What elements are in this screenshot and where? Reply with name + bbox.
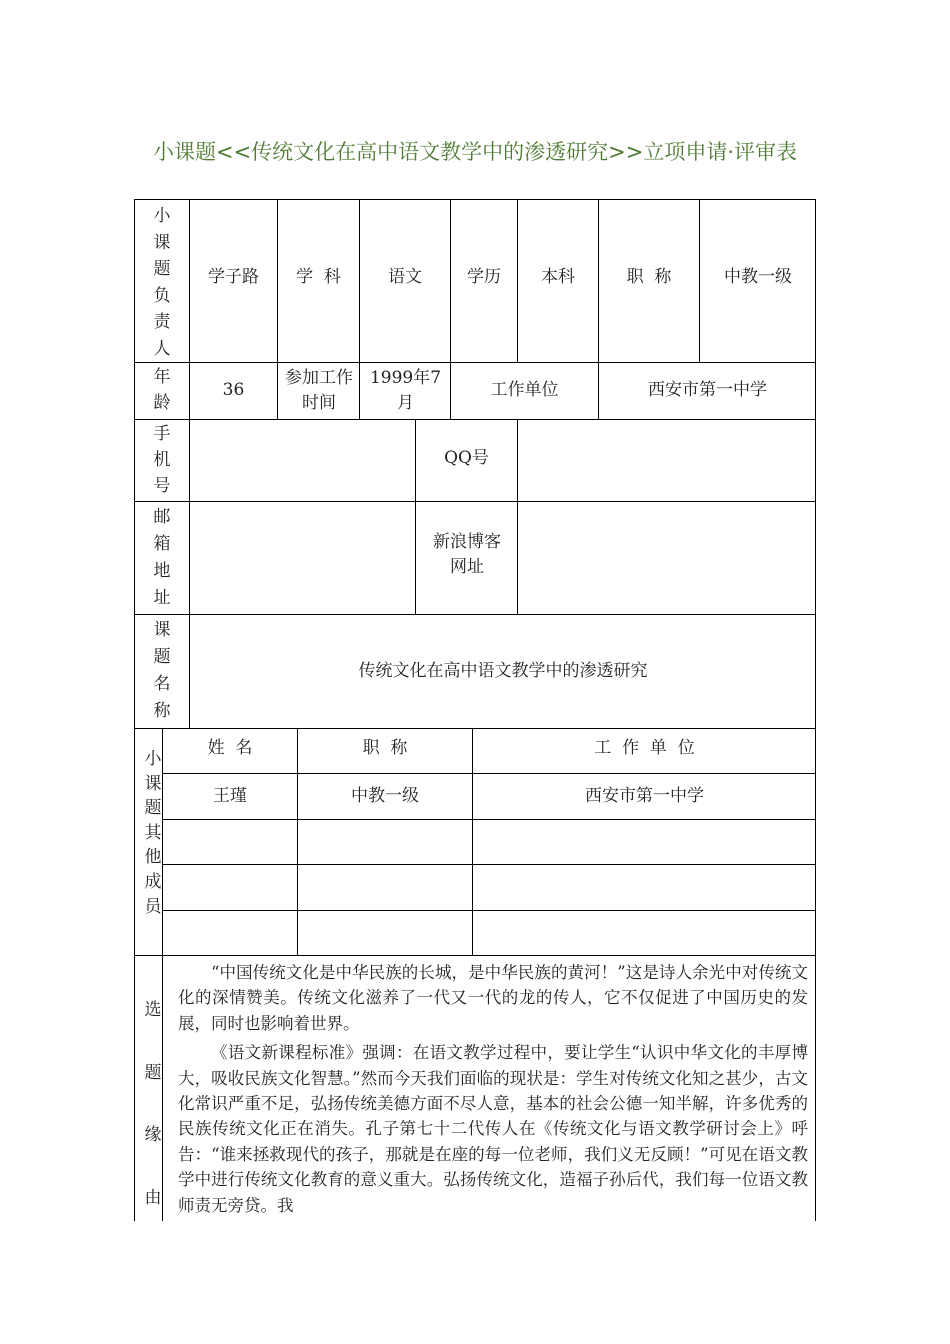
- qq-label: QQ号: [444, 447, 489, 468]
- blog-value[interactable]: [518, 501, 816, 614]
- reason-text: [178, 960, 808, 1218]
- members-label: 小课题其他成员: [144, 749, 162, 917]
- blog-label: 新浪博客网址: [433, 531, 501, 577]
- work-unit-label: 工作单位: [490, 380, 559, 400]
- leader-label: 小课题负责人: [153, 206, 171, 359]
- member-row-4-rank[interactable]: [298, 910, 472, 955]
- member-row-4-unit[interactable]: [473, 910, 816, 955]
- member-header-unit: 工 作 单 位: [594, 738, 695, 758]
- page-title: 小课题<<传统文化在高中语文教学中的渗透研究>>立项申请·评审表: [152, 140, 798, 164]
- subject-value: 语文: [388, 267, 422, 287]
- qq-value[interactable]: [518, 419, 816, 501]
- leader-name: 学子路: [208, 267, 259, 287]
- member-row-3-unit[interactable]: [473, 864, 816, 910]
- member-header-rank: 职 称: [362, 738, 408, 758]
- education-label: 学历: [467, 267, 501, 287]
- rank-value: 中教一级: [724, 267, 792, 287]
- phone-value[interactable]: [190, 419, 415, 501]
- phone-label: 手机号: [153, 424, 171, 496]
- member-header-name: 姓 名: [207, 738, 253, 758]
- member-row-3-rank[interactable]: [298, 864, 472, 910]
- member-row-2-unit[interactable]: [473, 819, 816, 864]
- reason-paragraph-2: 《语文新课程标准》强调：在语文教学过程中，要让学生“认识中华文化的丰厚博大，吸收民族文化智慧。”然而今天我们面临的现状是：学生对传统文化知之甚少，古文化常识严重不足，弘扬传统美德方面不尽人意，基本的社会公德一知半解，许多优秀的民族传统文化正在消失。孔子第七十二代传人在《传统文化与语文教学研讨会上》呼告：“谁来拯救现代的孩子，那就是在座的每一位老师，我们义无反顾！”可见在语文教学中进行传统文化教育的意义重大。弘扬传统文化，造福子孙后代，我们每一位语文教师责无旁贷。我: [178, 1043, 808, 1215]
- education-value: 本科: [541, 267, 575, 287]
- work-start-value: 1999年7月: [369, 367, 442, 413]
- reason-paragraph-1: “中国传统文化是中华民族的长城，是中华民族的黄河！”这是诗人余光中对传统文化的深情赞美。传统文化滋养了一代又一代的龙的传人，它不仅促进了中国历史的发展，同时也影响着世界。: [178, 963, 808, 1033]
- subject-label: 学 科: [296, 267, 341, 287]
- member-row-2-rank[interactable]: [298, 819, 472, 864]
- rank-label: 职 称: [626, 267, 672, 287]
- member-row-1-unit: 西安市第一中学: [585, 785, 704, 806]
- work-start-label: 参加工作时间: [285, 367, 353, 413]
- age-value: 36: [222, 380, 245, 400]
- member-row-4-name[interactable]: [163, 910, 297, 955]
- work-unit-value: 西安市第一中学: [648, 380, 767, 400]
- age-label: 年龄: [153, 367, 171, 413]
- member-row-3-name[interactable]: [163, 864, 297, 910]
- email-value[interactable]: [190, 501, 415, 614]
- member-row-1-rank: 中教一级: [351, 785, 419, 806]
- member-row-2-name[interactable]: [163, 819, 297, 864]
- topic-value: 传统文化在高中语文教学中的渗透研究: [358, 660, 648, 681]
- topic-label: 课题名称: [153, 620, 171, 721]
- reason-label: 选题缘由: [144, 1000, 162, 1208]
- member-row-1-name: 王瑾: [213, 785, 247, 806]
- email-label: 邮箱地址: [153, 507, 171, 608]
